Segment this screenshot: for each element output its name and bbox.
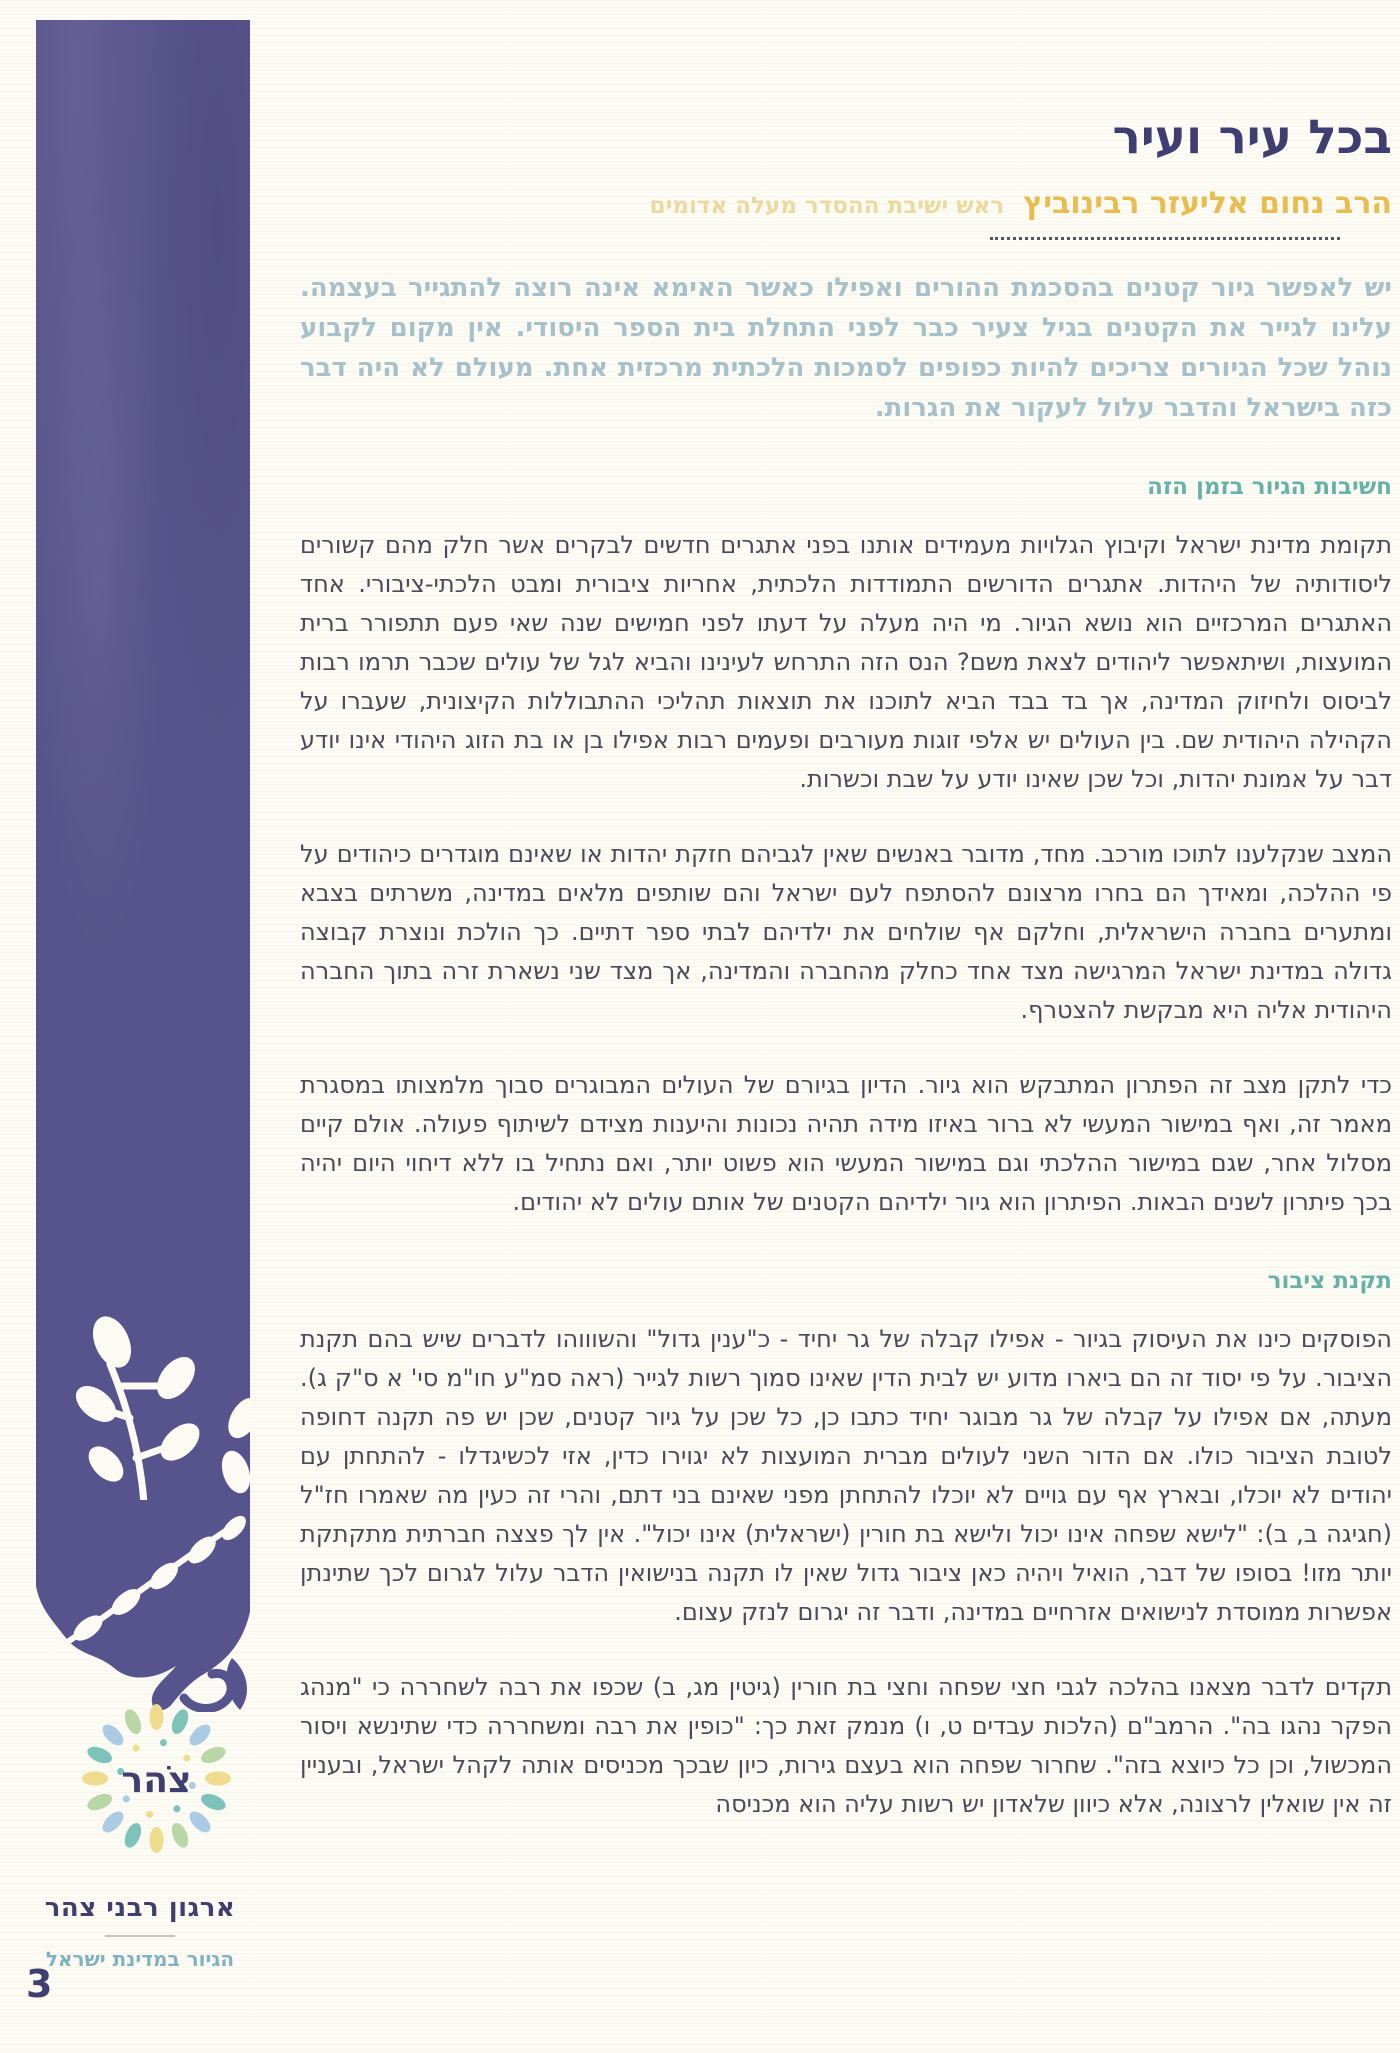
section-heading-takanat-tzibur: תקנת ציבור	[1267, 1267, 1392, 1294]
paragraph: תקומת מדינת ישראל וקיבוץ הגלויות מעמידים אותנו בפני אתגרים חדשים לבקרים אשר חלק מהם קשורים ליסודותיה של היהדות. אתגרים הדורשים התמודדות הלכתית, אחריות ציבורית ומבט הלכתי-ציבורי. אחד האתגרים המרכזיים הוא נושא הגיור. מי היה מעלה על דעתו לפני חמישים שנה שאי פעם תתפורר ברית המועצות, ושיתאפשר ליהודים לצאת משם? הנס הזה התרחש לעינינו והביא לגל של עולים שכבר תרמו רבות לביסוס ולחיזוק המדינה, אך בד בבד הביא לתוכנו את תוצאות תהליכי ההתבוללות הקיצונית, שעברו על הקהילה היהודית שם. בין העולים יש אלפי זוגות מעורבים ופעמים רבות אפילו בן או בת הזוג היהודי אינו יודע דבר על אמונת יהדות, וכל שכן שאינו יודע על שבת וכשרות.	[300, 530, 1392, 793]
author-name: הרב נחום אליעזר רבינוביץ	[1023, 185, 1392, 221]
article	[300, 112, 1392, 1824]
org-block	[30, 1893, 250, 1971]
org-subtitle: הגיור במדינת ישראל	[45, 1947, 235, 1971]
floral-band-bottom-graphic	[36, 1500, 250, 1712]
paragraph: תקדים לדבר מצאנו בהלכה לגבי חצי שפחה וחצי בת חורין (גיטין מג, ב) שכפו את רבה לשחררה כי "מנהג הפקר נהגו בה". הרמב"ם (הלכות עבדים ט, ו) מנמק זאת כך: "כופין את רבה ומשחררה כדי שתינשא ויסור המכשול, וכן כל כיוצא בזה". שחרור שפחה הוא בעצם גירות, כיון שבכך מכניסים אותה לקהל ישראל, ובעניין זה אין שואלין לרצונה, אלא כיוון שלאדון יש רשות עליה הוא מכניסה	[300, 1672, 1392, 1818]
article-title: בכל עיר ועיר	[1112, 110, 1392, 165]
paragraph: כדי לתקן מצב זה הפתרון המתבקש הוא גיור. הדיון בגיורם של העולים המבוגרים סבוך מלמצותו במסגרת מאמר זה, ואף במישור המעשי לא ברור באיזו מידה תהיה נכונות והיענות מצידם לשיתוף פעולה. אולם קיים מסלול אחר, שגם במישור ההלכתי וגם במישור המעשי הוא פשוט יותר, ואם נתחיל בו ללא דיחוי היום יהיה בכך פיתרון לשנים הבאות. הפיתרון הוא גיור ילדיהם הקטנים של אותם עולים לא יהודים.	[300, 1070, 1392, 1216]
org-divider	[105, 1935, 175, 1937]
section-heading-importance: חשיבות הגיור בזמן הזה	[1147, 473, 1392, 500]
dotted-separator	[990, 237, 1340, 240]
paragraph: הפוסקים כינו את העיסוק בגיור - אפילו קבלה של גר יחיד - כ"ענין גדול" והשוווהו לדברים שיש בהם תקנת הציבור. על פי יסוד זה הם ביארו מדוע יש לבית הדין שאינו סמוך רשות לגייר (ראה סמ"ע חו"מ סי' א ס"ק ג). מעתה, אם אפילו על קבלה של גר מבוגר יחיד כתבו כן, כל שכן על גיור קטנים, שכן יש פה תקנה דחופה לטובת הציבור כולו. אם הדור השני לעולים מברית המועצות לא יגוירו כדין, אזי לכשיגדלו - להתחתן עם יהודים לא יוכלו, ובארץ אף עם גויים לא יוכלו להתחתן מפני שאינם בני דתם, והרי זה כעין מה שאמרו חז"ל (חגיגה ב, ב): "לישא שפחה אינו יכול ולישא בת חורין (ישראלית) אינו יכול". אין לך פצצה חברתית מתקתקת יותר מזו! בסופו של דבר, הואיל ויהיה כאן ציבור גדול שאין לו תקנה בנישואין הדבר עלול לגרום לכך שתינתן אפשרות ממוסדת לנישואים אזרחיים במדינה, ודבר זה יגרום לנזק עצום.	[300, 1324, 1392, 1626]
leaf-sprig-graphic	[48, 1258, 250, 1503]
page-number: 3	[26, 1962, 53, 2006]
author-role: ראש ישיבת ההסדר מעלה אדומים	[649, 192, 1005, 219]
tzohar-logo	[78, 1700, 235, 1857]
tzohar-logo-text: צֹהר	[121, 1760, 192, 1801]
byline	[300, 186, 1392, 221]
intro-paragraph: יש לאפשר גיור קטנים בהסכמת ההורים ואפילו כאשר האימא אינה רוצה להתגייר בעצמה. עלינו לגייר את הקטנים בגיל צעיר כבר לפני התחלת בית הספר היסודי. אין מקום לקבוע נוהל שכל הגיורים צריכים להיות כפופים לסמכות הלכתית מרכזית אחת. מעולם לא היה דבר כזה בישראל והדבר עלול לעקור את הגרות.	[300, 272, 1392, 423]
org-name: ארגון רבני צהר	[44, 1893, 236, 1923]
paragraph: המצב שנקלענו לתוכו מורכב. מחד, מדובר באנשים שאין לגביהם חזקת יהדות או שאינם מוגדרים כיהודים על פי ההלכה, ומאידך הם בחרו מרצונם להסתפח לעם ישראל והם שותפים מלאים במדינה, משרתים בצבא ומתערים בחברה הישראלית, וחלקם אף שולחים את ילדיהם לבתי ספר דתיים. כך הולכת ונוצרת קבוצה גדולה במדינת ישראל המרגישה מצד אחד כחלק מהחברה והמדינה, אך מצד שני נשארת זרה בתוך החברה היהודית אליה היא מבקשת להצטרף.	[300, 839, 1392, 1024]
